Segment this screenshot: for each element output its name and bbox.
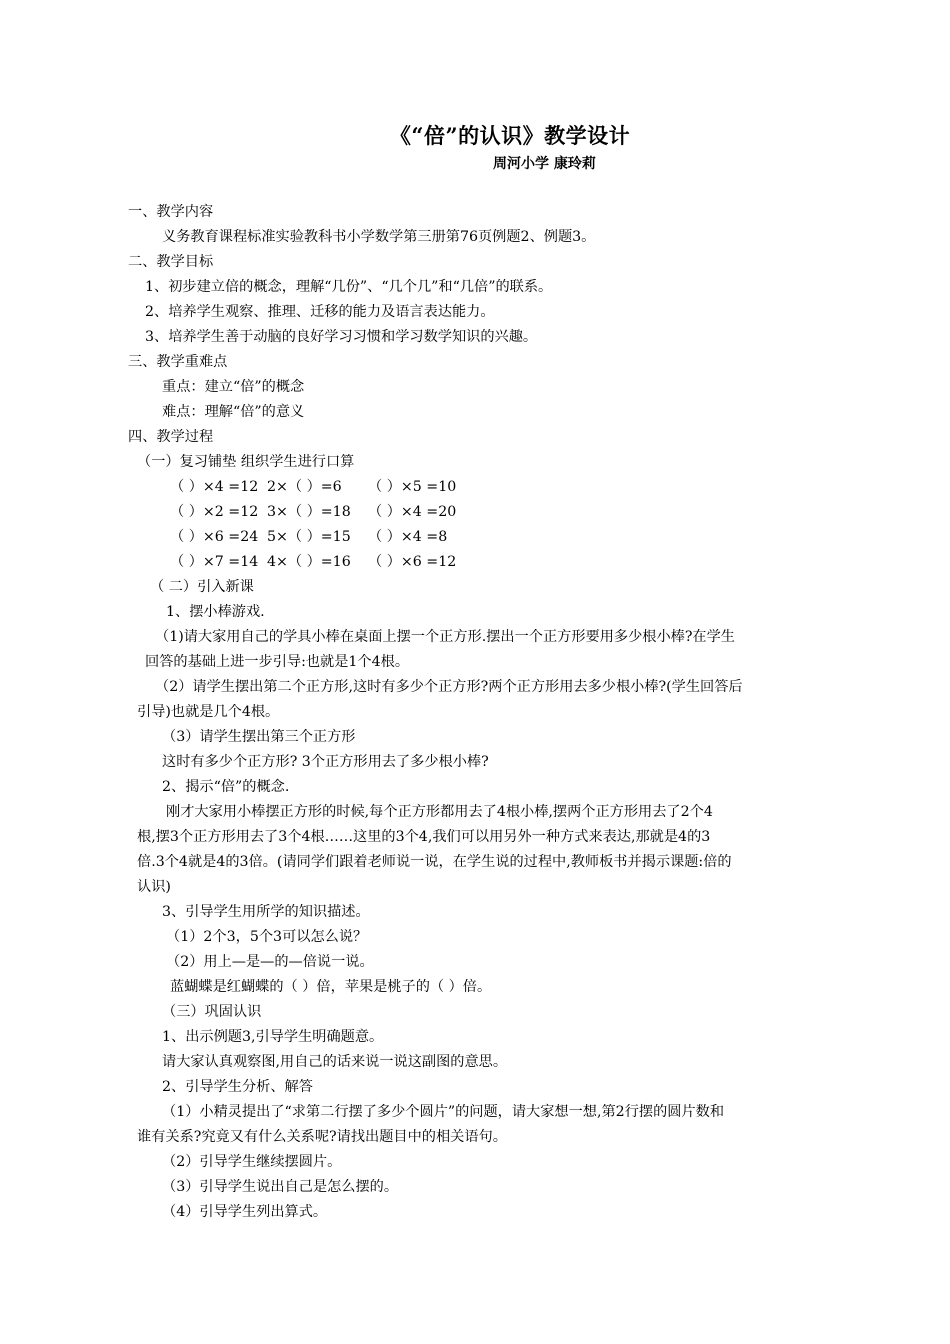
calc-cell: （ ）×4 =12 — [170, 479, 259, 495]
goal-item: 1、初步建立倍的概念，理解“几份”、“几个几”和“几倍”的联系。 — [145, 279, 553, 295]
step-text: （1）小精灵提出了“求第二行摆了多少个圆片”的问题，请大家想一想,第2行摆的圆片数和 — [162, 1104, 725, 1120]
paragraph-line: 倍.3个4就是4的3倍。(请同学们跟着老师说一说，在学生说的过程中,教师板书并揭示课题:倍的 — [137, 854, 732, 870]
step-text: 回答的基础上进一步引导:也就是1个4根。 — [145, 654, 410, 670]
step-heading: 3、引导学生用所学的知识描述。 — [162, 904, 370, 920]
content-text: 义务教育课程标准实验教科书小学数学第三册第76页例题2、例题3。 — [162, 229, 596, 245]
goal-item: 2、培养学生观察、推理、迁移的能力及语言表达能力。 — [145, 304, 495, 320]
calc-cell: （ ）×4 =20 — [368, 504, 457, 520]
paragraph-line: 根,摆3个正方形用去了3个4根……这里的3个4,我们可以用另外一种方式来表达,那就是4的3 — [137, 829, 711, 845]
calc-cell: 3×（ ）=18 — [267, 504, 351, 520]
calc-cell: （ ）×7 =14 — [170, 554, 259, 570]
part-heading-consolidate: （三）巩固认识 — [162, 1004, 262, 1020]
step-text: （2）请学生摆出第二个正方形,这时有多少个正方形?两个正方形用去多少根小棒?(学生回答后 — [155, 679, 743, 695]
step-heading: 2、揭示“倍”的概念. — [162, 779, 290, 795]
key-point: 重点：建立“倍”的概念 — [162, 379, 305, 395]
paragraph-line: 认识) — [137, 879, 171, 895]
calc-cell: （ ）×5 =10 — [368, 479, 457, 495]
section-heading-keypoints: 三、教学重难点 — [128, 354, 228, 370]
calc-cell: （ ）×2 =12 — [170, 504, 259, 520]
step-text: （2）引导学生继续摆圆片。 — [162, 1154, 342, 1170]
calc-cell: （ ）×6 =24 — [170, 529, 259, 545]
part-heading-intro: （ 二）引入新课 — [150, 579, 254, 595]
paragraph-line: 刚才大家用小棒摆正方形的时候,每个正方形都用去了4根小棒,摆两个正方形用去了2个4 — [166, 804, 713, 820]
step-text: 蓝蝴蝶是红蝴蝶的（ ）倍，苹果是桃子的（ ）倍。 — [170, 979, 492, 995]
calc-cell: 5×（ ）=15 — [267, 529, 351, 545]
step-text: 引导)也就是几个4根。 — [137, 704, 280, 720]
step-heading: 2、引导学生分析、解答 — [162, 1079, 313, 1095]
step-heading: 1、出示例题3,引导学生明确题意。 — [162, 1029, 384, 1045]
section-heading-goals: 二、教学目标 — [128, 254, 214, 270]
step-text: （3）请学生摆出第三个正方形 — [162, 729, 356, 745]
step-text: （3）引导学生说出自己是怎么摆的。 — [162, 1179, 399, 1195]
section-heading-content: 一、教学内容 — [128, 204, 214, 220]
calc-cell: （ ）×6 =12 — [368, 554, 457, 570]
step-text: （2）用上—是—的—倍说一说。 — [166, 954, 374, 970]
step-text: （4）引导学生列出算式。 — [162, 1204, 328, 1220]
step-text: 谁有关系?究竟又有什么关系呢?请找出题目中的相关语句。 — [137, 1129, 507, 1145]
section-heading-process: 四、教学过程 — [128, 429, 214, 445]
step-text: （1)请大家用自己的学具小棒在桌面上摆一个正方形.摆出一个正方形要用多少根小棒?在学生 — [155, 629, 735, 645]
calc-cell: 2×（ ）=6 — [267, 479, 342, 495]
step-text: 这时有多少个正方形? 3个正方形用去了多少根小棒? — [162, 754, 489, 770]
difficult-point: 难点：理解“倍”的意义 — [162, 404, 305, 420]
document-title: 《“倍”的认识》教学设计 — [389, 123, 631, 148]
step-text: 请大家认真观察图,用自己的话来说一说这副图的意思。 — [162, 1054, 508, 1070]
calc-cell: （ ）×4 =8 — [368, 529, 448, 545]
goal-item: 3、培养学生善于动脑的良好学习习惯和学习数学知识的兴趣。 — [145, 329, 538, 345]
calc-cell: 4×（ ）=16 — [267, 554, 351, 570]
document-author: 周河小学 康玲莉 — [493, 156, 596, 172]
step-text: （1）2个3，5个3可以怎么说？ — [166, 929, 368, 945]
part-heading-review: （一）复习铺垫 组织学生进行口算 — [137, 454, 355, 470]
step-heading: 1、摆小棒游戏. — [166, 604, 265, 620]
